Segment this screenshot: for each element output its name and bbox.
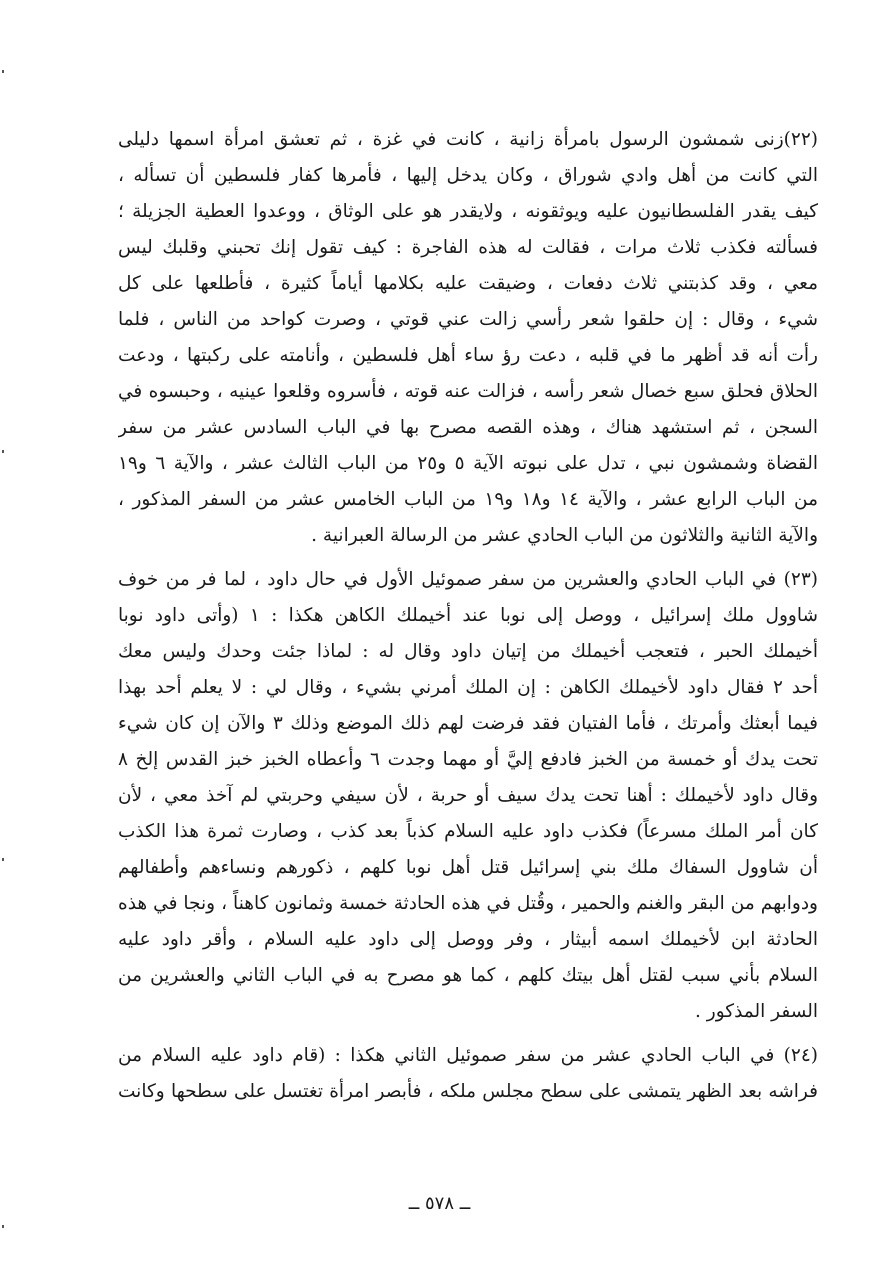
text-line: كان أمر الملك مسرعاً) فكذب داود عليه السلام كذباً بعد كذب ، وصارت ثمرة هذا الكذب [118,821,818,842]
text-line: الحلاق فحلق سبع خصال شعر رأسه ، فزالت عنه قوته ، فأسروه وقلعوا عينيه ، وحبسوه في [118,381,818,402]
body-text [118,122,818,1110]
text-line: (٢٤) في الباب الحادي عشر من سفر صموئيل الثاني هكذا : (قام داود عليه السلام من [118,1045,818,1066]
text-line: تحت يدك أو خمسة من الخبز فادفع إليَّ أو مهما وجدت ٦ وأعطاه الخبز خبز القدس إلخ ٨ [118,749,818,770]
scan-margin-mark [2,858,4,861]
text-line: فيما أبعثك وأمرتك ، فأما الفتيان فقد فرضت لهم ذلك الموضع وذلك ٣ والآن إن كان شيء [118,713,818,734]
text-line: (٢٢)زنى شمشون الرسول بامرأة زانية ، كانت في غزة ، ثم تعشق امرأة اسمها دليلى [118,129,818,150]
page-number: ــ ٥٧٨ ــ [408,1193,471,1214]
scan-margin-mark [2,450,4,453]
text-line: أحد ٢ فقال داود لأخيملك الكاهن : إن الملك أمرني بشيء ، وقال لي : لا يعلم أحد بهذا [118,677,818,698]
text-line: شاوول ملك إسرائيل ، ووصل إلى نوبا عند أخيملك الكاهن هكذا : ١ (وأتى داود نوبا [118,605,818,626]
text-line: كيف يقدر الفلسطانيون عليه ويوثقونه ، ولايقدر هو على الوثاق ، ووعدوا العطية الجزيلة ؛ [118,201,818,222]
text-line: معي ، وقد كذبتني ثلاث دفعات ، وضيقت عليه بكلامها أياماً كثيرة ، فأطلعها على كل [118,273,818,294]
paragraph-24 [118,1038,818,1110]
text-line: السجن ، ثم استشهد هناك ، وهذه القصه مصرح بها في الباب السادس عشر من سفر [118,417,818,438]
text-line: ودوابهم من البقر والغنم والحمير ، وقُتل في هذه الحادثة خمسة وثمانون كاهناً ، ونجا في هذه [118,893,818,914]
text-line: من الباب الرابع عشر ، والآية ١٤ و١٨ و١٩ من الباب الخامس عشر من السفر المذكور ، [118,489,818,510]
text-line: السلام بأني سبب لقتل أهل بيتك كلهم ، كما هو مصرح به في الباب الثاني والعشرين من [118,965,818,986]
text-line: أن شاوول السفاك ملك بني إسرائيل قتل أهل نوبا كلهم ، ذكورهم ونساءهم وأطفالهم [118,857,818,878]
text-line: رأت أنه قد أظهر ما في قلبه ، دعت رؤ ساء أهل فلسطين ، وأنامته على ركبتها ، ودعت [118,345,818,366]
paragraph-22 [118,122,818,554]
text-line: فسألته فكذب ثلاث مرات ، فقالت له هذه الفاجرة : كيف تقول إنك تحبني وقلبك ليس [118,237,818,258]
text-line: فراشه بعد الظهر يتمشى على سطح مجلس ملكه ، فأبصر امرأة تغتسل على سطحها وكانت [118,1081,818,1102]
text-line: التي كانت من أهل وادي شوراق ، وكان يدخل إليها ، فأمرها كفار فلسطين أن تسأله ، [118,165,818,186]
text-line: والآية الثانية والثلاثون من الباب الحادي عشر من الرسالة العبرانية . [311,525,818,546]
text-line: شيء ، وقال : إن حلقوا شعر رأسي زالت عني قوتي ، وصرت كواحد من الناس ، فلما [118,309,818,330]
paragraph-23 [118,562,818,1030]
text-line: أخيملك الحبر ، فتعجب أخيملك من إتيان داود وقال له : لماذا جئت وحدك وليس معك [118,641,818,662]
text-line: القضاة وشمشون نبي ، تدل على نبوته الآية ٥ و٢٥ من الباب الثالث عشر ، والآية ٦ و١٩ [118,453,818,474]
text-line: السفر المذكور . [695,1001,818,1022]
text-line: وقال داود لأخيملك : أهنا تحت يدك سيف أو حربة ، لأن سيفي وحربتي لم آخذ معي ، لأن [118,785,818,806]
scan-margin-mark [2,1225,4,1228]
text-line: (٢٣) في الباب الحادي والعشرين من سفر صموئيل الأول في حال داود ، لما فر من خوف [118,569,818,590]
paragraph-gap [118,1030,818,1038]
scan-margin-mark [2,70,4,73]
text-line: الحادثة ابن لأخيملك اسمه أبيثار ، وفر ووصل إلى داود عليه السلام ، وأقر داود عليه [118,929,818,950]
paragraph-gap [118,554,818,562]
